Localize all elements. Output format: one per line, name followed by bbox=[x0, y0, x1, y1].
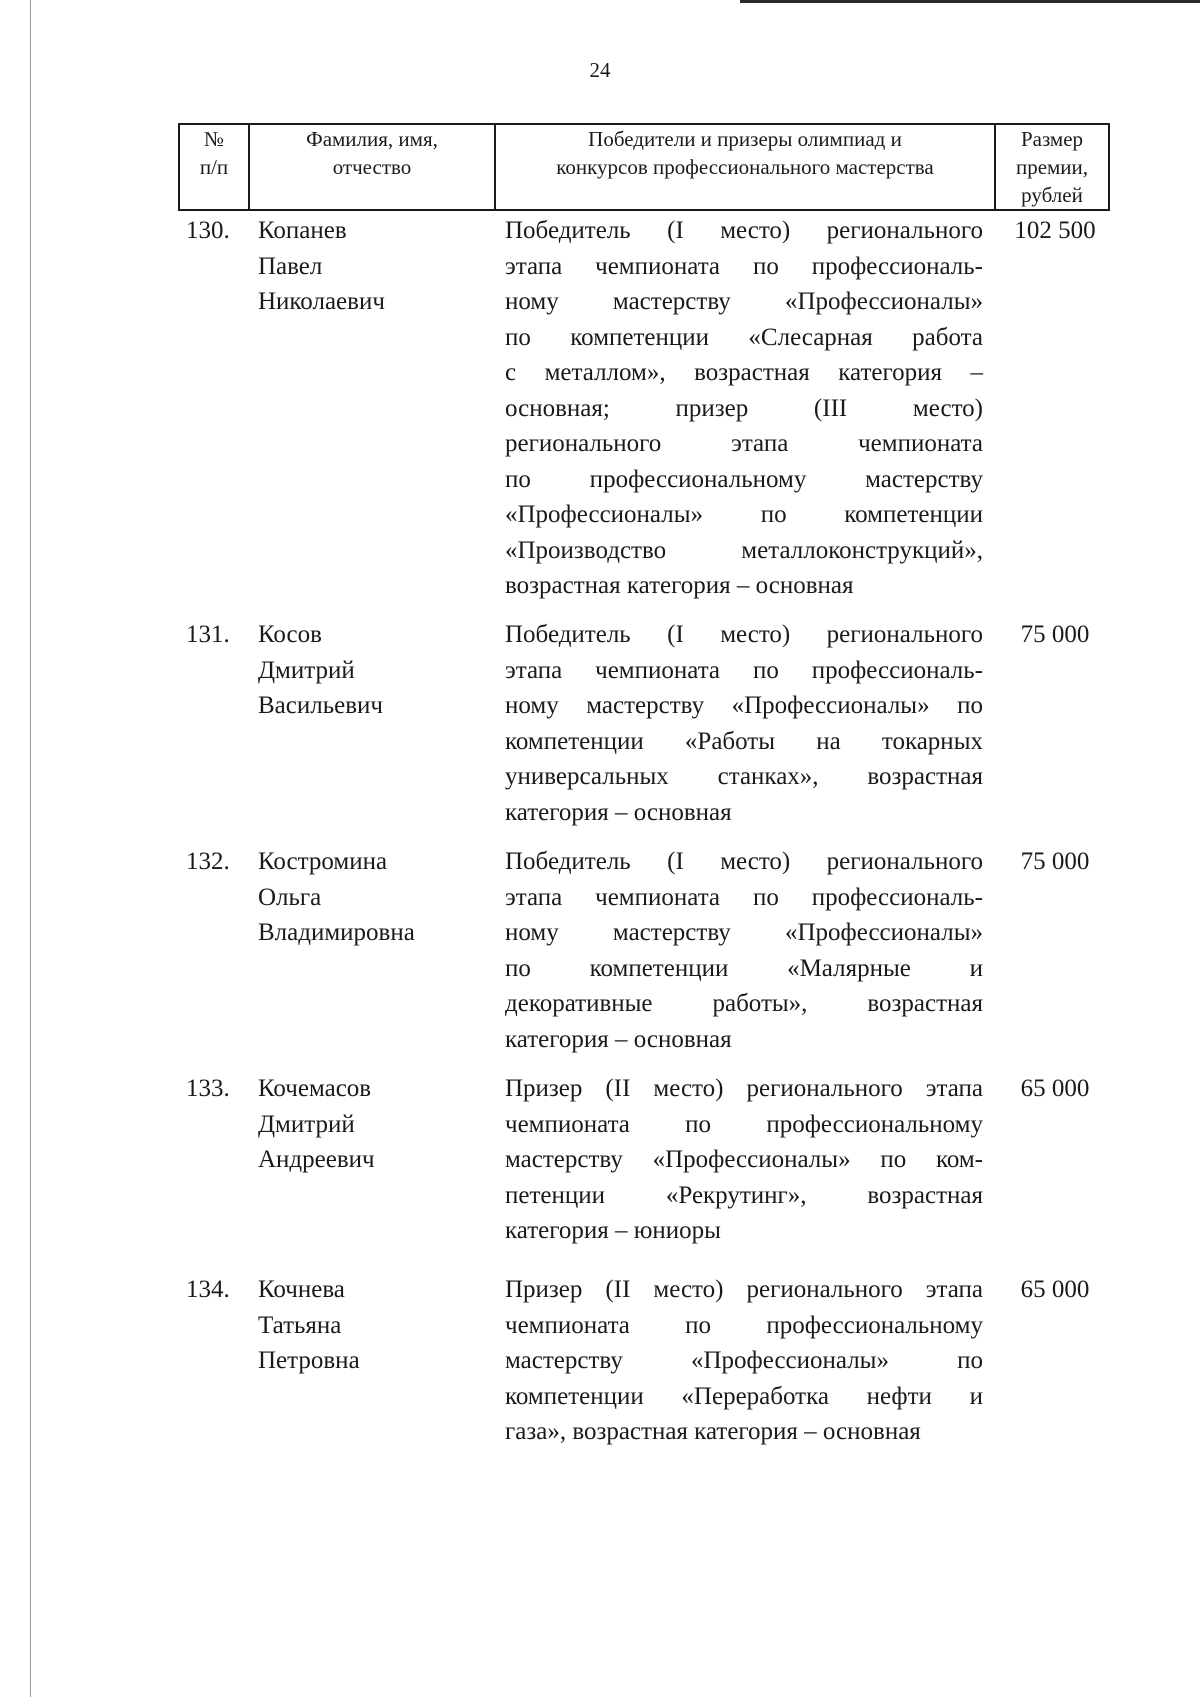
name-line: Костромина bbox=[258, 848, 388, 875]
description-line: Победитель (I место) регионального bbox=[505, 217, 983, 244]
description-line: этапа чемпионата по профессиональ- bbox=[505, 883, 983, 911]
name-line: Копанев bbox=[258, 217, 347, 244]
name-line: Петровна bbox=[258, 1347, 360, 1374]
header-name-line: отчество bbox=[332, 155, 412, 179]
achievement-description bbox=[505, 844, 983, 1057]
name-line: Косов bbox=[258, 621, 322, 648]
name-line: Васильевич bbox=[258, 692, 383, 719]
description-line: по профессиональному мастерству bbox=[505, 465, 983, 493]
description-line: категория – основная bbox=[505, 798, 732, 826]
description-line: этапа чемпионата по профессиональ- bbox=[505, 252, 983, 280]
award-amount: 102 500 bbox=[1014, 217, 1096, 244]
person-name bbox=[258, 844, 488, 951]
achievement-description bbox=[505, 1071, 983, 1249]
header-name-line: Фамилия, имя, bbox=[306, 127, 438, 151]
header-amount-line: Размер bbox=[1020, 127, 1084, 151]
row-number: 134. bbox=[186, 1276, 230, 1303]
description-line: Победитель (I место) регионального bbox=[505, 621, 983, 648]
description-line: регионального этапа чемпионата bbox=[505, 430, 983, 457]
description-line: газа», возрастная категория – основная bbox=[505, 1418, 921, 1445]
description-line: этапа чемпионата по профессиональ- bbox=[505, 656, 983, 684]
achievement-description bbox=[505, 617, 983, 830]
award-amount: 65 000 bbox=[1020, 1276, 1090, 1303]
description-line: по компетенции «Малярные и bbox=[505, 954, 983, 982]
header-col-amount bbox=[996, 125, 1108, 209]
description-line: категория – юниоры bbox=[505, 1217, 721, 1244]
person-name bbox=[258, 617, 488, 724]
name-line: Кочемасов bbox=[258, 1075, 372, 1102]
name-line: Николаевич bbox=[258, 288, 385, 315]
description-line: универсальных станках», возрастная bbox=[505, 763, 983, 790]
description-line: по компетенции «Слесарная работа bbox=[505, 323, 983, 351]
row-number: 133. bbox=[186, 1075, 230, 1102]
award-amount: 65 000 bbox=[1020, 1075, 1090, 1102]
row-number: 132. bbox=[186, 848, 230, 875]
scan-border-left bbox=[30, 0, 31, 1697]
description-line: с металлом», возрастная категория – bbox=[505, 359, 983, 386]
award-amount: 75 000 bbox=[1020, 621, 1090, 648]
row-number: 130. bbox=[186, 217, 230, 244]
header-desc-line: Победители и призеры олимпиад и bbox=[588, 127, 902, 151]
person-name bbox=[258, 1071, 488, 1178]
description-line: декоративные работы», возрастная bbox=[505, 990, 983, 1017]
header-col-description bbox=[496, 125, 994, 209]
description-line: ному мастерству «Профессионалы» bbox=[505, 288, 983, 315]
description-line: мастерству «Профессионалы» по bbox=[505, 1347, 983, 1374]
name-line: Дмитрий bbox=[258, 1110, 355, 1138]
person-name bbox=[258, 1272, 488, 1379]
description-line: компетенции «Переработка нефти и bbox=[505, 1382, 983, 1410]
name-line: Татьяна bbox=[258, 1311, 342, 1339]
description-line: мастерству «Профессионалы» по ком- bbox=[505, 1146, 983, 1173]
header-col-num bbox=[180, 125, 248, 209]
name-line: Кочнева bbox=[258, 1276, 345, 1303]
award-amount: 75 000 bbox=[1020, 848, 1090, 875]
row-number: 131. bbox=[186, 621, 230, 648]
header-col-name bbox=[250, 125, 494, 209]
page-number: 24 bbox=[589, 58, 611, 82]
table-header bbox=[178, 123, 1110, 211]
description-line: ному мастерству «Профессионалы» по bbox=[505, 692, 983, 719]
header-amount-line: премии, bbox=[1015, 155, 1089, 179]
name-line: Владимировна bbox=[258, 919, 415, 946]
name-line: Андреевич bbox=[258, 1146, 375, 1173]
header-desc-line: конкурсов профессионального мастерства bbox=[556, 155, 934, 179]
name-line: Дмитрий bbox=[258, 656, 355, 684]
description-line: ному мастерству «Профессионалы» bbox=[505, 919, 983, 946]
person-name bbox=[258, 213, 488, 320]
description-line: петенции «Рекрутинг», возрастная bbox=[505, 1181, 983, 1209]
description-line: категория – основная bbox=[505, 1025, 732, 1053]
description-line: компетенции «Работы на токарных bbox=[505, 727, 983, 755]
description-line: Призер (II место) регионального этапа bbox=[505, 1075, 983, 1102]
description-line: «Производство металлоконструкций», bbox=[505, 536, 983, 564]
achievement-description bbox=[505, 213, 983, 604]
name-line: Ольга bbox=[258, 883, 322, 911]
description-line: чемпионата по профессиональному bbox=[505, 1110, 983, 1138]
description-line: Призер (II место) регионального этапа bbox=[505, 1276, 983, 1303]
description-line: Победитель (I место) регионального bbox=[505, 848, 983, 875]
description-line: чемпионата по профессиональному bbox=[505, 1311, 983, 1339]
description-line: возрастная категория – основная bbox=[505, 572, 854, 599]
achievement-description bbox=[505, 1272, 983, 1450]
description-line: основная; призер (III место) bbox=[505, 394, 983, 422]
scan-border-top bbox=[740, 0, 1200, 3]
description-line: «Профессионалы» по компетенции bbox=[505, 501, 983, 528]
header-num-line: п/п bbox=[199, 155, 229, 179]
header-num-line: № bbox=[203, 127, 225, 151]
header-amount-line: рублей bbox=[1021, 183, 1083, 207]
name-line: Павел bbox=[258, 252, 323, 280]
